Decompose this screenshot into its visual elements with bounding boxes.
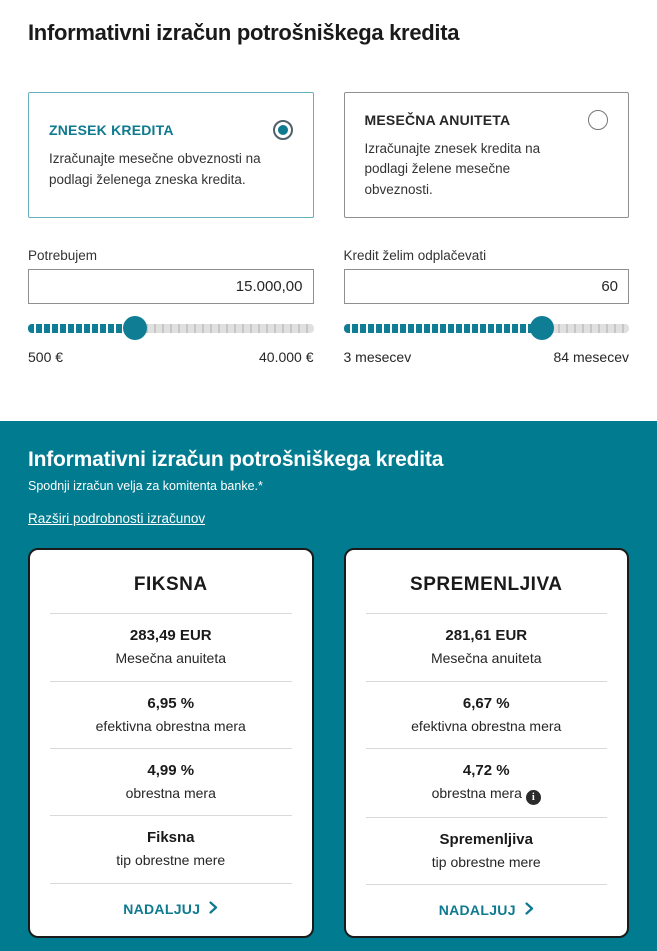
term-min-label: 3 mesecev: [343, 349, 412, 366]
result-row-obrestna: [346, 749, 628, 817]
result-label: obrestna mera i: [356, 783, 618, 805]
amount-slider[interactable]: [28, 316, 314, 340]
radio-unselected-icon[interactable]: [588, 110, 608, 130]
result-card-fiksna: [28, 548, 314, 938]
chevron-right-icon: [209, 901, 218, 917]
nadaljuj-label: NADALJUJ: [438, 902, 516, 919]
result-card-spremenljiva: [344, 548, 630, 938]
term-range-labels: [344, 349, 630, 365]
result-label: efektivna obrestna mera: [411, 717, 562, 734]
result-value: 6,67 %: [462, 694, 510, 712]
mode-card-znesek-kredita[interactable]: [28, 92, 314, 218]
page-title: Informativni izračun potrošniškega kredita: [28, 20, 460, 45]
divider: [50, 883, 292, 884]
amount-range-labels: [28, 349, 314, 365]
term-max-label: 84 mesecev: [553, 349, 629, 366]
amount-max-label: 40.000 €: [259, 349, 314, 366]
chevron-right-icon: [525, 902, 534, 918]
result-row-anuiteta: [30, 614, 312, 680]
result-value: Fiksna: [146, 829, 195, 847]
result-row-efektivna: [346, 682, 628, 748]
result-row-obrestna: [30, 749, 312, 815]
result-value: 6,95 %: [147, 694, 195, 712]
mode-card-header: [365, 110, 609, 130]
amount-field-group: [28, 248, 314, 365]
divider: [366, 884, 608, 885]
calculator-input-section: [0, 0, 657, 365]
slider-thumb[interactable]: [530, 316, 554, 340]
nadaljuj-button[interactable]: [439, 902, 534, 918]
result-value: Spremenljiva: [439, 830, 533, 848]
mode-card-title: MESEČNA ANUITETA: [364, 111, 511, 128]
results-subtitle: Spodnji izračun velja za komitenta banke.*: [28, 479, 263, 494]
loan-inputs-row: [28, 248, 629, 365]
result-label: efektivna obrestna mera: [95, 717, 246, 734]
term-label: Kredit želim odplačevati: [343, 248, 487, 264]
expand-details-link[interactable]: Razširi podrobnosti izračunov: [28, 511, 206, 527]
mode-card-mesecna-anuiteta[interactable]: [344, 92, 630, 218]
slider-fill: [28, 324, 135, 333]
slider-fill: [344, 324, 542, 333]
nadaljuj-button[interactable]: [123, 901, 218, 917]
result-label: Mesečna anuiteta: [430, 650, 542, 667]
mode-card-description: Izračunajte mesečne obveznosti na podlagi želenega zneska kredita.: [49, 150, 261, 187]
amount-input[interactable]: [28, 269, 314, 304]
result-label: Mesečna anuiteta: [115, 650, 227, 667]
result-value: 283,49 EUR: [129, 627, 212, 645]
result-card-title: FIKSNA: [133, 574, 208, 596]
result-cards: [28, 548, 629, 938]
term-field-group: [344, 248, 630, 365]
result-row-anuiteta: [346, 614, 628, 680]
nadaljuj-label: NADALJUJ: [123, 900, 201, 917]
mode-option-cards: [28, 92, 629, 218]
mode-card-title: ZNESEK KREDITA: [49, 121, 174, 138]
result-value: 4,72 %: [462, 761, 510, 779]
result-row-tip: [30, 816, 312, 882]
result-card-title: SPREMENLJIVA: [410, 574, 563, 596]
slider-thumb[interactable]: [123, 316, 147, 340]
amount-label: Potrebujem: [28, 248, 98, 264]
amount-min-label: 500 €: [28, 349, 64, 366]
radio-selected-icon[interactable]: [273, 120, 293, 140]
results-title: Informativni izračun potrošniškega kredita: [28, 448, 444, 472]
result-row-tip: [346, 818, 628, 884]
term-slider[interactable]: [344, 316, 630, 340]
results-section: [0, 421, 657, 951]
result-label: obrestna mera: [125, 784, 216, 801]
result-label: tip obrestne mere: [116, 852, 226, 869]
info-icon[interactable]: i: [526, 790, 541, 805]
result-value: 281,61 EUR: [445, 627, 528, 645]
mode-card-description: Izračunajte znesek kredita na podlagi želene mesečne obveznosti.: [364, 140, 541, 198]
result-row-efektivna: [30, 682, 312, 748]
result-value: 4,99 %: [147, 761, 195, 779]
term-input[interactable]: [344, 269, 630, 304]
result-label: tip obrestne mere: [431, 853, 541, 870]
mode-card-header: [49, 120, 293, 140]
